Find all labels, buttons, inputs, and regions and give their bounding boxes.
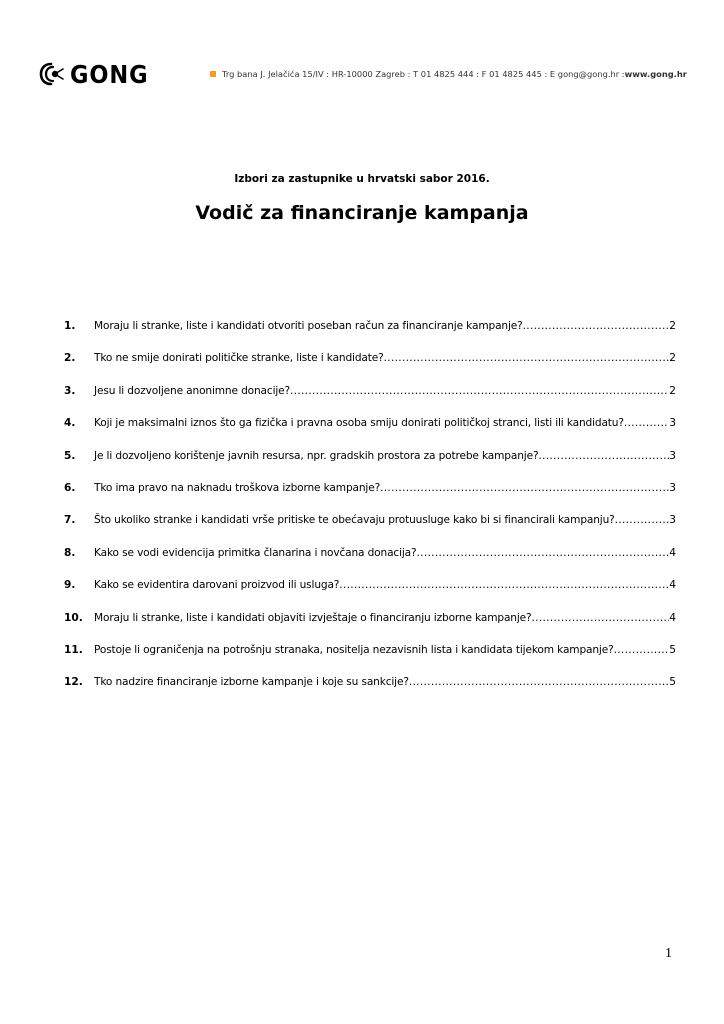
toc-leader xyxy=(290,385,669,397)
toc-number: 2. xyxy=(64,352,76,365)
toc-item[interactable] xyxy=(64,385,676,417)
toc-item[interactable] xyxy=(64,676,676,708)
toc-page: 4 xyxy=(669,546,676,559)
toc-leader xyxy=(615,514,670,526)
toc-item[interactable] xyxy=(64,450,676,482)
table-of-contents xyxy=(64,320,676,709)
toc-item[interactable] xyxy=(64,352,676,384)
toc-leader xyxy=(624,417,669,429)
toc-item[interactable] xyxy=(64,644,676,676)
gong-logo-icon xyxy=(38,58,64,90)
toc-page: 3 xyxy=(669,417,676,430)
contact-info: Trg bana J. Jelačića 15/IV : HR-10000 Zagreb : T 01 4825 444 : F 01 4825 445 : E gong@gong.hr : xyxy=(222,69,625,79)
orange-square-icon xyxy=(210,71,216,77)
toc-text: Kako se evidentira darovani proizvod ili usluga? xyxy=(94,579,340,592)
toc-item[interactable] xyxy=(64,579,676,611)
toc-page: 2 xyxy=(669,320,676,332)
page-number: 1 xyxy=(665,946,672,961)
toc-page: 3 xyxy=(669,514,676,527)
toc-text: Jesu li dozvoljene anonimne donacije? xyxy=(94,384,290,397)
toc-page: 3 xyxy=(669,481,676,494)
toc-leader xyxy=(339,579,669,591)
toc-page: 5 xyxy=(669,643,676,656)
gong-logo xyxy=(38,56,157,92)
toc-page: 5 xyxy=(669,676,676,689)
toc-text: Tko ne smije donirati političke stranke, liste i kandidate? xyxy=(94,352,384,365)
toc-item[interactable] xyxy=(64,547,676,579)
toc-leader xyxy=(614,644,670,656)
document-title: Vodič za financiranje kampanja xyxy=(195,202,529,224)
toc-text: Koji je maksimalni iznos što ga fizička i pravna osoba smiju donirati političkoj stranci, listi ili kandidatu? xyxy=(94,417,624,430)
toc-number: 3. xyxy=(64,384,76,397)
logo-text: GONG xyxy=(70,59,149,89)
toc-number: 6. xyxy=(64,481,76,494)
toc-number: 10. xyxy=(64,611,83,624)
toc-text: Moraju li stranke, liste i kandidati objaviti izvještaje o financiranju izborne kampanje? xyxy=(94,611,532,624)
website-link[interactable]: www.gong.hr xyxy=(624,69,687,79)
header-contact xyxy=(210,69,687,79)
toc-page: 4 xyxy=(669,579,676,592)
toc-item[interactable] xyxy=(64,320,676,352)
toc-number: 11. xyxy=(64,643,83,656)
toc-text: Moraju li stranke, liste i kandidati otvoriti poseban račun za financiranje kampanje? xyxy=(94,320,523,332)
toc-leader xyxy=(532,612,670,624)
toc-number: 9. xyxy=(64,579,76,592)
toc-number: 1. xyxy=(64,320,76,332)
toc-number: 7. xyxy=(64,514,76,527)
toc-page: 2 xyxy=(669,352,676,365)
toc-page: 2 xyxy=(669,384,676,397)
toc-leader xyxy=(523,320,670,332)
toc-number: 12. xyxy=(64,676,83,689)
toc-leader xyxy=(538,450,669,462)
toc-number: 4. xyxy=(64,417,76,430)
toc-leader xyxy=(417,547,670,559)
toc-text: Postoje li ograničenja na potrošnju stranaka, nositelja nezavisnih lista i kandidata tijekom kampanje? xyxy=(94,643,614,656)
toc-page: 3 xyxy=(669,449,676,462)
toc-text: Tko nadzire financiranje izborne kampanje i koje su sankcije? xyxy=(94,676,409,689)
toc-item[interactable] xyxy=(64,417,676,449)
toc-leader xyxy=(380,482,669,494)
toc-item[interactable] xyxy=(64,612,676,644)
toc-text: Je li dozvoljeno korištenje javnih resursa, npr. gradskih prostora za potrebe kampanje? xyxy=(94,449,539,462)
toc-text: Tko ima pravo na naknadu troškova izborne kampanje? xyxy=(94,481,381,494)
toc-item[interactable] xyxy=(64,514,676,546)
toc-number: 5. xyxy=(64,449,76,462)
toc-text: Kako se vodi evidencija primitka članarina i novčana donacija? xyxy=(94,546,417,559)
document-subtitle: Izbori za zastupnike u hrvatski sabor 2016. xyxy=(234,173,490,185)
toc-leader xyxy=(384,352,670,364)
toc-item[interactable] xyxy=(64,482,676,514)
toc-page: 4 xyxy=(669,611,676,624)
toc-leader xyxy=(409,676,669,688)
toc-text: Što ukoliko stranke i kandidati vrše pritiske te obećavaju protuusluge kako bi si financirali kampanju? xyxy=(94,514,615,527)
toc-number: 8. xyxy=(64,546,76,559)
